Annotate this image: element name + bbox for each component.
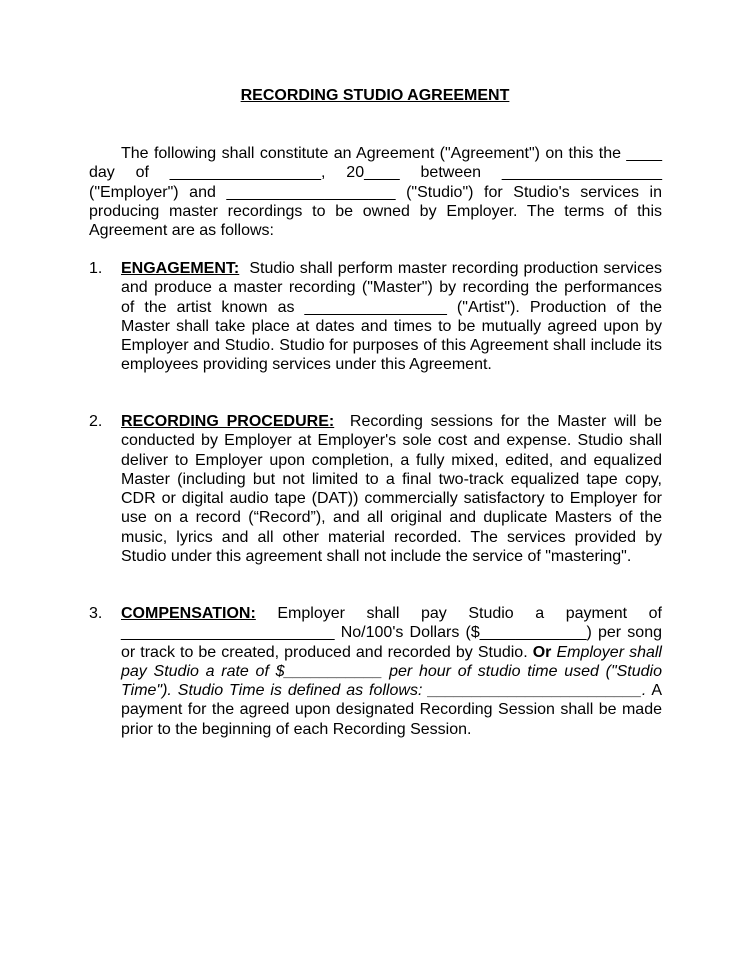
clause-text-continued: A payment for the agreed upon designated Recording Session shall be made prior to the beginning of each Recording Session. xyxy=(121,682,662,738)
clause-number: 1. xyxy=(89,260,103,277)
intro-text: The following shall constitute an Agreement ("Agreement") on this the ____ day of _________________, 20____ between __________________ ("Employer") and ___________________ ("Studio") for Studio's services in producing master recordings to be owned by Employer. The terms of this Agreement are as follows: xyxy=(89,145,662,240)
clause-number: 2. xyxy=(89,413,103,430)
clause-recording-procedure xyxy=(89,412,662,566)
document-title: RECORDING STUDIO AGREEMENT xyxy=(240,87,510,104)
clause-text: Studio shall perform master recording production services and produce a master recording ("Master") by recording the performances of the artist known as ________________ ("Artist"). Production of the Master shall take place at dates and times to be mutually agreed upon by Employer and Studio. Studio for purposes of this Agreement shall include its employees providing services under this Agreement. xyxy=(121,260,662,374)
clause-or-label: Or xyxy=(532,643,552,661)
clause-text: Recording sessions for the Master will be conducted by Employer at Employer's sole cost and expense. Studio shall deliver to Employer upon completion, a fully mixed, edited, and equalized Master (including but not limited to a final two-track equalized tape copy, CDR or digital audio tape (DAT)) commercially satisfactory to Employer for use on a record (“Record”), and all original and duplicate Masters of the music, lyrics and all other material recorded. The services provided by Studio under this agreement shall not include the service of "mastering". xyxy=(121,413,663,566)
clause-text: Employer shall pay Studio a payment of ________________________ No/100's Dollars ($____________) per song or track to be created, produced and recorded by Studio. xyxy=(121,605,662,661)
clause-text-italic: Employer shall pay Studio a rate of $___________ per hour of studio time used ("Studio Time"). Studio Time is defined as follows: ________________________. xyxy=(121,643,662,700)
clause-compensation xyxy=(89,604,662,739)
intro-paragraph xyxy=(89,144,662,240)
clause-body xyxy=(121,259,662,375)
clause-engagement xyxy=(89,259,662,375)
clause-body xyxy=(121,412,662,566)
clause-number: 3. xyxy=(89,605,103,622)
clause-heading: COMPENSATION: xyxy=(121,605,256,622)
clause-heading: ENGAGEMENT: xyxy=(121,260,240,277)
clause-body xyxy=(121,604,662,739)
clause-heading: RECORDING PROCEDURE: xyxy=(121,413,335,430)
